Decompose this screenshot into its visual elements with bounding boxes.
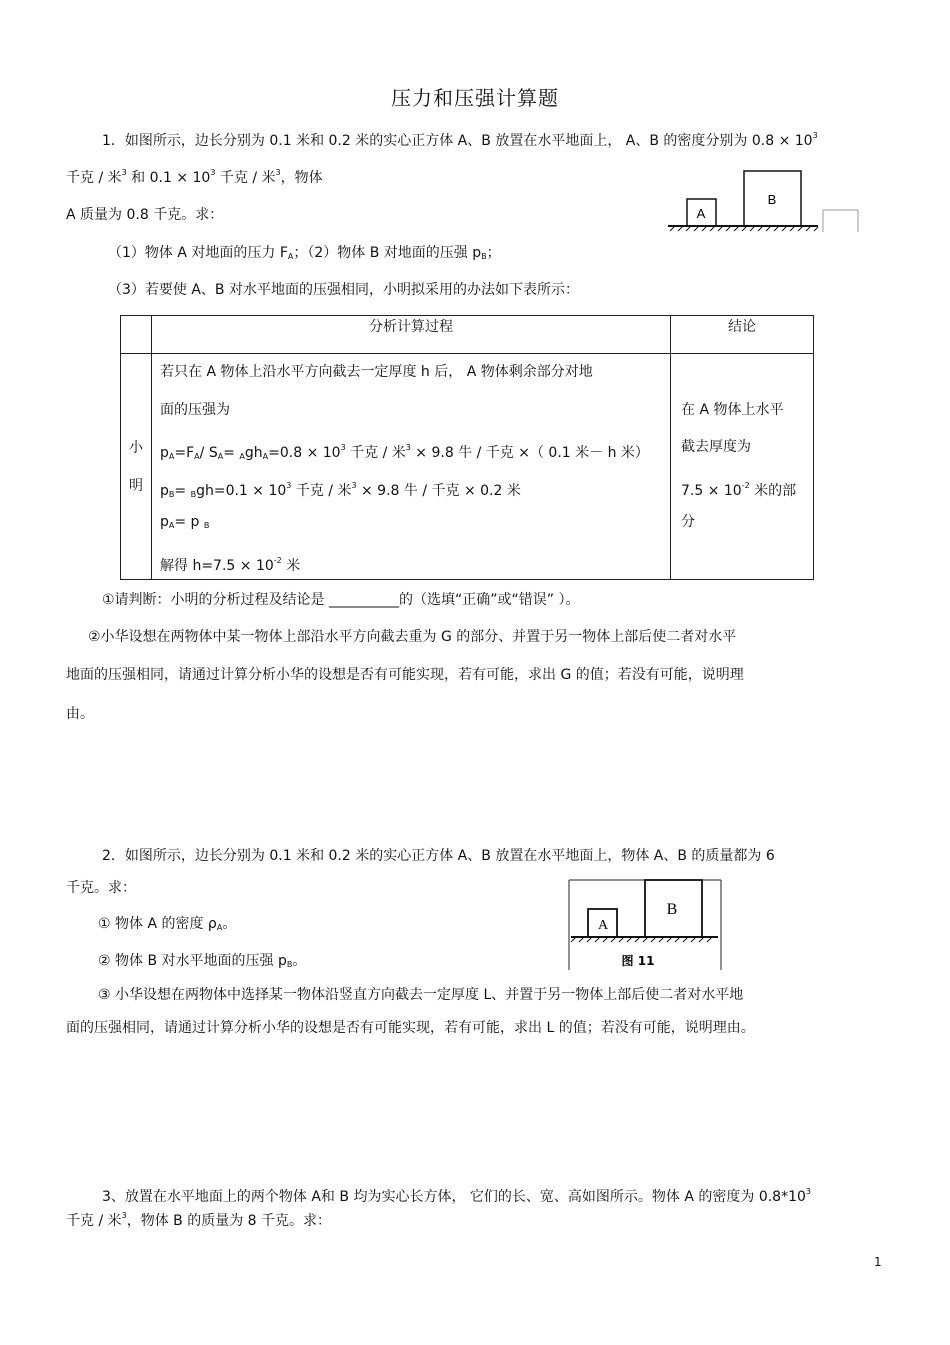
header-conclusion: 结论 [671,316,814,354]
page-title: 压力和压强计算题 [391,86,559,110]
figure-caption: 图 11 [621,954,655,968]
cube-b-label: B [767,192,777,207]
cube-a-label: A [597,918,609,933]
q3-line2: 千克 / 米$^3$，物体 B 的质量为 8 千克。求： [66,1211,332,1229]
cube-a-label: A [696,206,706,221]
q2-line1: 2．如图所示，边长分别为 0.1 米和 0.2 米的实心正方体 A、B 放置在水平地面上，物体 A、B 的质量都为 6 [102,848,775,864]
q2-item1: ① 物体 A 的密度 $\rho_A$。 [98,916,237,932]
q1-subquestions-1-2: （1）物体 A 对地面的压力 $F_A$；（2）物体 B 对地面的压强 $p_B$； [108,245,501,261]
header-process: 分析计算过程 [152,316,671,354]
q1-line3: A 质量为 0.8 千克。求： [66,207,224,223]
row-label: 小 明 [121,354,152,580]
q1-line2: 千克 / 米$^3$ 和 $0.1 \times 10^3$ 千克 / 米$^3$，物体 [66,168,323,186]
analysis-table [120,315,814,580]
process-cell: 若只在 A 物体上沿水平方向截去一定厚度 h 后， A 物体剩余部分对地 面的压强为 $p_A=F_A/$ $S_A= _Agh_A=0.8 \times 10^3$ 千克 / 米$^3$ × 9.8 牛 / 千克 ×（ 0.1 米－ h 米） $p_B= _Bgh=0.1 \times 10^3$ 千克 / 米$^3$ × 9.8 牛 / 千克 × 0.2 米 $p_A= p$ $_B$ 解得 $h=7.5 \times 10^{-2}$ 米 [152,354,671,580]
q2-item2: ② 物体 B 对水平地面的压强 $p_B$。 [98,953,307,969]
q1-part2-line1: ②小华设想在两物体中某一物体上部沿水平方向截去重为 G 的部分、并置于另一物体上部后使二者对水平 [88,629,737,645]
q3-line1: 3、放置在水平地面上的两个物体 A和 B 均为实心长方体， 它们的长、宽、高如图所示。物体 A 的密度为 $0.8*10^3$ [102,1187,811,1205]
page-number: 1 [874,1255,882,1269]
figure-cubes-2 [566,878,726,972]
figure-cubes-1 [668,168,868,238]
q1-judge: ①请判断：小明的分析过程及结论是 __________的（选填“正确”或“错误” ）。 [102,592,580,608]
q1-line1: 1．如图所示，边长分别为 0.1 米和 0.2 米的实心正方体 A、B 放置在水平地面上， A、B 的密度分别为 $0.8 \times 10^3$ [102,131,818,149]
q2-line2: 千克。求： [66,880,136,896]
cube-b-label: B [666,901,678,918]
conclusion-cell: 在 A 物体上水平 截去厚度为 $7.5 \times 10^{-2}$ 米的部 分 [671,354,814,580]
q2-item3-line2: 面的压强相同，请通过计算分析小华的设想是否有可能实现，若有可能，求出 L 的值；若没有可能，说明理由。 [66,1020,755,1036]
q2-item3-line1: ③ 小华设想在两物体中选择某一物体沿竖直方向截去一定厚度 L、并置于另一物体上部后使二者对水平地 [98,987,744,1003]
q1-subquestion-3: （3）若要使 A、B 对水平地面的压强相同，小明拟采用的办法如下表所示： [108,282,579,298]
q1-part2-line3: 由。 [66,706,94,722]
q1-part2-line2: 地面的压强相同，请通过计算分析小华的设想是否有可能实现，若有可能，求出 G 的值；若没有可能，说明理 [66,667,744,683]
